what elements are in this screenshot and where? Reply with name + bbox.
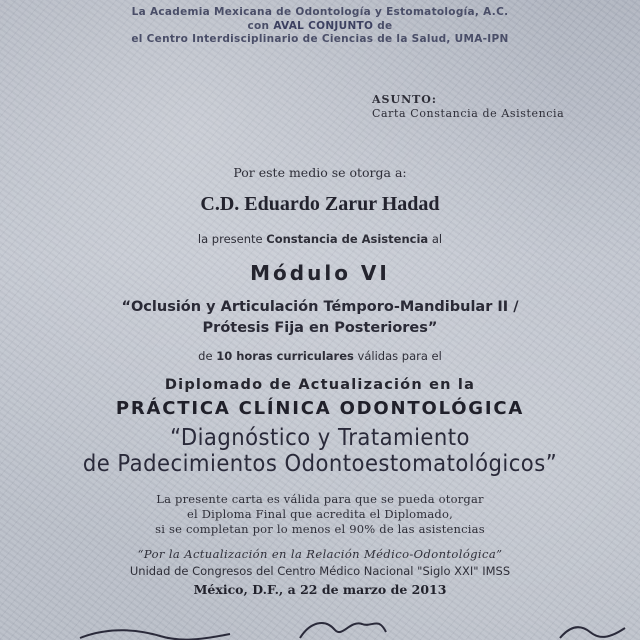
topic-line-2: Prótesis Fija en Posteriores” — [202, 320, 438, 336]
constancia-prefix: la presente — [197, 232, 263, 246]
date-line: México, D.F., a 22 de marzo de 2013 — [193, 582, 447, 597]
signature-strokes — [0, 612, 640, 640]
constancia-suffix: al — [431, 232, 443, 246]
recipient-name: C.D. Eduardo Zarur Hadad — [200, 193, 440, 215]
hours-prefix: de — [198, 349, 213, 363]
hours-bold: 10 horas curriculares — [216, 349, 354, 363]
constancia-bold: Constancia de Asistencia — [266, 232, 429, 246]
diploma-line-1: Diplomado de Actualización en la — [164, 377, 476, 393]
topic-line-1: “Oclusión y Articulación Témporo-Mandibular II / — [121, 299, 519, 315]
header-line-2-prefix: con — [247, 20, 270, 32]
diploma-line-2: PRÁCTICA CLÍNICA ODONTOLÓGICA — [115, 398, 525, 419]
intro-text: Por este medio se otorga a: — [233, 165, 407, 180]
subtitle-line-2: de Padecimientos Odontoestomatológicos” — [82, 451, 558, 477]
header-line-2-suffix: de — [377, 20, 393, 32]
signature-center — [300, 623, 386, 638]
hours-line — [0, 349, 640, 363]
header-line-3: el Centro Interdisciplinario de Ciencias de la Salud, UMA-IPN — [131, 33, 509, 45]
header-line-2-bold: AVAL CONJUNTO — [273, 20, 374, 32]
module-title: Módulo VI — [250, 261, 390, 285]
unit-line: Unidad de Congresos del Centro Médico Nacional "Siglo XXI" IMSS — [129, 564, 511, 578]
validity-line-2: el Diploma Final que acredita el Diplomado, — [187, 507, 453, 521]
header-line-2 — [0, 20, 640, 32]
signature-left — [80, 630, 230, 639]
header-line-1: La Academia Mexicana de Odontología y Estomatología, A.C. — [131, 6, 509, 18]
motto: “Por la Actualización en la Relación Médico-Odontológica” — [137, 547, 503, 561]
subtitle-line-1: “Diagnóstico y Tratamiento — [170, 425, 470, 451]
constancia-line — [0, 232, 640, 246]
signature-right — [560, 627, 625, 638]
hours-suffix: válidas para el — [357, 349, 442, 363]
asunto-value: Carta Constancia de Asistencia — [372, 107, 565, 120]
asunto-label: ASUNTO: — [372, 93, 437, 106]
validity-line-1: La presente carta es válida para que se pueda otorgar — [156, 492, 484, 506]
validity-line-3: si se completan por lo menos el 90% de las asistencias — [155, 522, 485, 536]
